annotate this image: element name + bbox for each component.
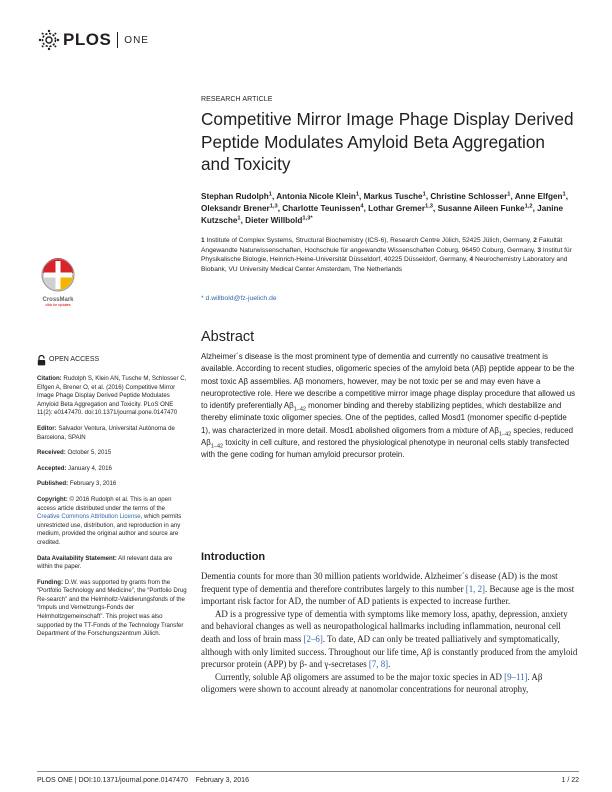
author-affiliation-mark: 1 <box>355 191 360 198</box>
footer-rule <box>37 771 579 772</box>
author-affiliation-mark: 1,3* <box>302 215 313 222</box>
author-affiliation-mark: 1 <box>507 191 511 198</box>
open-access-badge <box>37 355 187 366</box>
affiliation-number: 2 <box>533 237 537 244</box>
affiliation-text: Neurochemistry Laboratory and Biobank, VU University Medical Center Amsterdam, The Netherlands <box>201 256 568 273</box>
corresponding-email[interactable]: * d.willbold@fz-juelich.de <box>201 295 277 302</box>
logo-plos-text: PLOS <box>63 30 112 49</box>
data-availability-info: Data Availability Statement: All relevant data are within the paper. <box>37 554 173 571</box>
intro-paragraph-3: Currently, soluble Aβ oligomers are assumed to be the major toxic species in AD [9–11]. Aβ oligomers were shown to account already at nanomolar concentrations for neuronal atrophy, <box>201 671 543 695</box>
citation-info: Citation: Rudolph S, Klein AN, Tusche M, Schlosser C, Elfgen A, Brener O, et al. (2016) Competitive Mirror Image Phage Display Derived Peptide Modulates Amyloid Beta Aggregation and Toxicity. PLoS ONE 11(2): e0147470. doi:10.1371/journal.pone.0147470 <box>37 375 187 417</box>
author-name: Anne Elfgen <box>514 192 563 201</box>
affiliations <box>201 236 578 274</box>
abstract-heading: Abstract <box>201 329 255 345</box>
introduction-text <box>201 570 578 696</box>
author-list: Stephan Rudolph$^1$, Antonia Nicole Klein$^1$, Markus Tusche$^1$, Christine Schlosser$^1$, Anne Elfgen$^1$, Oleksandr Brener$^{1,3}$, Charlotte Teunissen$^4$, Lothar Gremer$^{1,3}$, Susanne Aileen Funke$^{1,2}$, Janine Kutzsche$^1$, Dieter Willbold$^{1,3*}$ <box>201 191 568 225</box>
plos-burst-icon <box>38 29 60 51</box>
copyright-info: Copyright: © 2016 Rudolph et al. This is an open access article distributed under the terms of the Creative Commons Attribution License, which permits unrestricted use, distribution, and reproduction in any medium, provided the original author and source are credited. <box>37 495 182 546</box>
intro-paragraph-1: Dementia counts for more than 30 million patients worldwide. Alzheimer´s disease (AD) is the most frequent type of dementia and therefore contributes largely to this number [1, 2]. Because age is the most important risk factor for AD, the number of AD patients is expected to increase further. <box>201 571 575 607</box>
plos-one-logo[interactable] <box>38 28 149 52</box>
affiliation-text: Institut für Physikalische Biologie, Heinrich-Heine-Universität Düsseldorf, 40225 Düsseldorf, Germany, <box>201 246 572 263</box>
affiliation-number: 3 <box>537 246 542 254</box>
author-name: Antonia Nicole Klein <box>276 192 356 201</box>
affiliation-text: Fakultät Angewandte Naturwissenschaften, Hochschule für angewandte Wissenschaften Coburg, 96450 Coburg, Germany, <box>201 237 563 254</box>
accepted-info: Accepted: January 4, 2016 <box>37 464 112 472</box>
crossmark-icon <box>40 257 76 293</box>
license-link[interactable]: Creative Commons Attribution License <box>37 513 141 521</box>
author-affiliation-mark: 1,3 <box>425 203 433 210</box>
author-affiliation-mark: 1 <box>237 215 241 222</box>
crossmark-label: CrossMark <box>42 297 74 303</box>
affiliation-text: Institute of Complex Systems, Structural Biochemistry (ICS-6), Research Centre Jülich, 52425 Jülich, Germany, <box>206 237 532 244</box>
citation-link[interactable]: [1, 2] <box>465 583 485 594</box>
footer-date: February 3, 2016 <box>195 777 249 784</box>
author-affiliation-mark: 1,3 <box>269 203 278 210</box>
funding-info: Funding: D.W. was supported by grants from the “Portfolio Technology and Medicine”, the “Portfolio Drug Re-search” and the Helmholtz-Validierungsfonds of the “Impuls und Vernetzungs-Fonds der Helmholtzgemeinschaft”. This project was also supported by the TT-Fonds of the Technology Transfer Department of the Forschungszentrum Jülich. <box>37 578 187 638</box>
author-name: Susanne Aileen Funke <box>437 204 525 213</box>
author-affiliation-mark: 1 <box>268 191 272 198</box>
author-name: Lothar Gremer <box>368 204 426 213</box>
footer-page-number: 1 / 22 <box>561 777 579 784</box>
editor-info: Editor: Salvador Ventura, Universitat Autònoma de Barcelona, SPAIN <box>37 424 175 441</box>
published-info: Published: February 3, 2016 <box>37 480 117 488</box>
logo-divider <box>117 32 118 48</box>
author-name: Oleksandr Brener <box>201 204 270 213</box>
author-name: Stephan Rudolph <box>201 192 269 201</box>
author-affiliation-mark: 1 <box>562 191 566 198</box>
author-affiliation-mark: 1,2 <box>524 203 533 210</box>
author-name: Janine Kutzsche <box>201 204 564 225</box>
logo-journal-text: ONE <box>124 34 149 46</box>
abstract-text: Alzheimer´s disease is the most prominent type of dementia and currently no causative treatment is available. According to recent studies, oligomeric species of the amyloid beta (Aβ) peptide appear to be the most toxic Aβ assemblies. Aβ monomers, however, may be not toxic per se and may even have a neuroprotective role. Here we describe a competitive mirror image phage display procedure that allowed us to identify preferentially $A\beta_{1-42}$ monomer binding and thereby stabilizing peptides, which destabilize and thereby eliminate toxic oligomer species. One of the peptides, called Mosd1 (monomer specific d-peptide 1), was characterized in more detail. Mosd1 abolished oligomers from a mixture of $A\beta_{1-42}$ species, reduced $A\beta_{1-42}$ toxicity in cell culture, and restored the physiological phenotype in neuronal cells stably transfected with the gene coding for human amyloid precursor protein. <box>201 352 576 460</box>
citation-link[interactable]: [9–11] <box>504 671 528 682</box>
affiliation-number: 4 <box>469 256 474 263</box>
author-name: Dieter Willbold <box>245 216 303 225</box>
crossmark-badge[interactable] <box>38 257 78 307</box>
citation-link[interactable]: [7, 8] <box>368 659 389 670</box>
author-name: Christine Schlosser <box>430 192 508 201</box>
author-affiliation-mark: 1 <box>422 191 426 198</box>
citation-link[interactable]: [2–6] <box>303 633 323 644</box>
author-affiliation-mark: 4 <box>360 203 364 210</box>
footer-doi: PLOS ONE | DOI:10.1371/journal.pone.0147470 February 3, 2016 <box>37 777 249 784</box>
open-access-label: OPEN ACCESS <box>49 356 100 364</box>
introduction-heading: Introduction <box>201 551 266 563</box>
affiliation-number: 1 <box>201 237 205 244</box>
author-name: Markus Tusche <box>363 192 423 201</box>
article-title: Competitive Mirror Image Phage Display Derived Peptide Modulates Amyloid Beta Aggregation and Toxicity <box>201 109 574 174</box>
article-type: RESEARCH ARTICLE <box>201 96 273 103</box>
author-name: Charlotte Teunissen <box>282 204 361 213</box>
received-info: Received: October 5, 2015 <box>37 449 112 457</box>
article-info-sidebar <box>37 375 187 646</box>
open-lock-icon <box>37 355 46 366</box>
crossmark-sublabel: click for updates <box>45 303 71 307</box>
intro-paragraph-2: AD is a progressive type of dementia with symptoms like memory loss, apathy, depression, anxiety and behavioral changes as well as neuropathological hallmarks including inflammation, neuronal cell death and loss of brain mass [2–6]. To date, AD can only be treated palliatively and symptomatically, although with only limited success. Throughout our life time, Aβ is constantly produced from the amyloid precursor protein (APP) by β- and γ-secretases [7, 8]. <box>201 608 578 670</box>
